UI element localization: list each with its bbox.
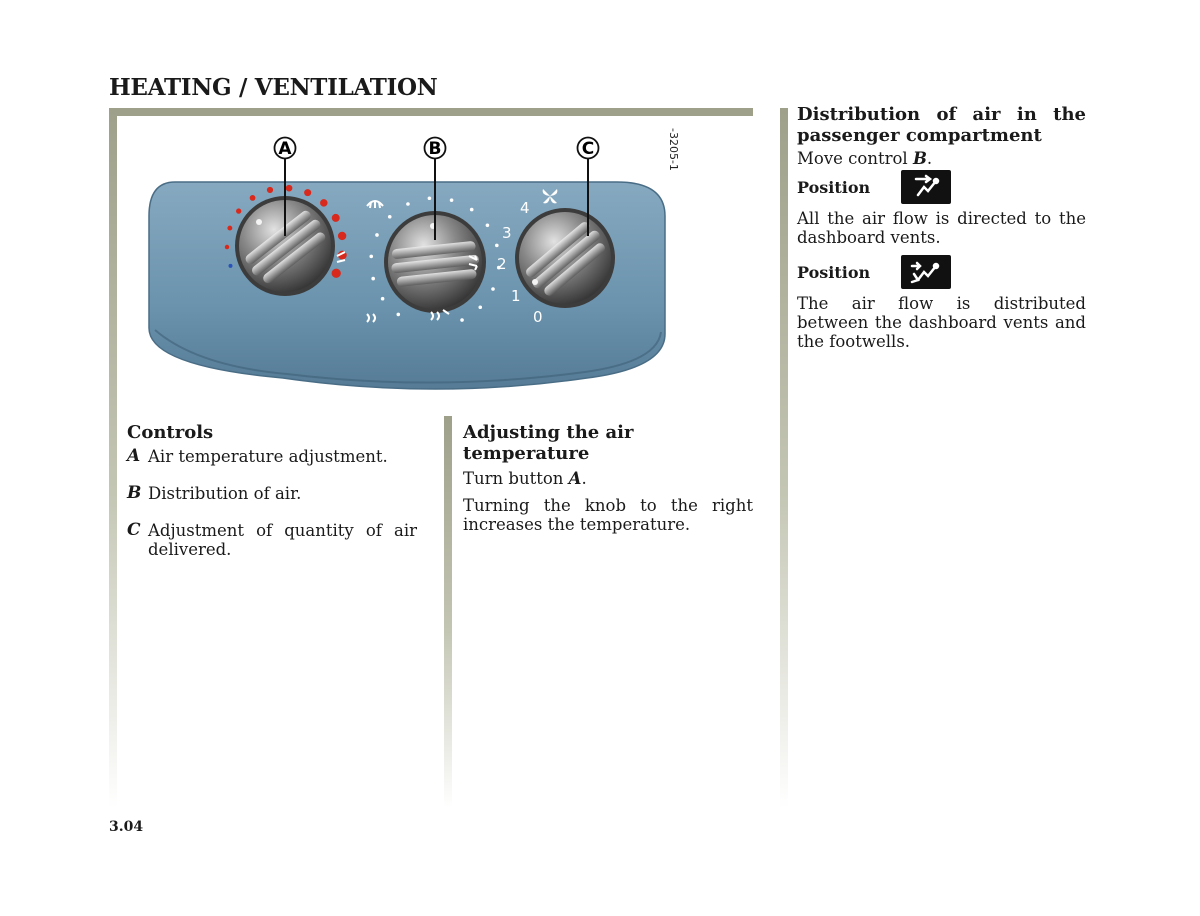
control-item-c bbox=[127, 521, 417, 559]
control-panel-figure bbox=[117, 116, 753, 402]
temperature-section bbox=[463, 422, 753, 534]
temperature-description: Turning the knob to the right increases the temperature. bbox=[463, 496, 753, 534]
control-panel-illustration bbox=[117, 116, 753, 402]
distribution-scale-dot bbox=[381, 297, 385, 301]
temperature-scale-dot bbox=[332, 269, 341, 278]
temperature-heading: Adjusting the air temperature bbox=[463, 422, 634, 464]
control-text: Distribution of air. bbox=[148, 484, 302, 503]
page-number: 3.04 bbox=[109, 819, 144, 835]
knob-c bbox=[515, 208, 615, 308]
temperature-scale-dot bbox=[332, 214, 340, 222]
temperature-scale-dot bbox=[250, 195, 256, 201]
distribution-scale-dot bbox=[470, 208, 474, 212]
callout-b: B bbox=[428, 139, 442, 159]
position-row-1 bbox=[797, 170, 1086, 204]
fan-speed-0: 0 bbox=[533, 308, 543, 326]
distribution-section bbox=[797, 104, 1086, 351]
figure-top-bar bbox=[109, 108, 753, 116]
distribution-scale-dot bbox=[428, 196, 432, 200]
callout-a: A bbox=[278, 139, 292, 159]
temperature-scale-dot bbox=[228, 264, 232, 268]
distribution-scale-dot bbox=[495, 244, 499, 248]
control-text: Adjustment of quantity of air delivered. bbox=[148, 521, 417, 559]
right-column-bar bbox=[780, 108, 788, 808]
position-1-text: All the air flow is directed to the dashboard vents. bbox=[797, 209, 1086, 247]
distribution-instruction bbox=[797, 149, 1086, 168]
temperature-scale-dot bbox=[267, 187, 273, 193]
fan-speed-2: 2 bbox=[497, 255, 507, 273]
control-item-b bbox=[127, 484, 417, 503]
temperature-scale-dot bbox=[225, 245, 229, 249]
callout-c: C bbox=[581, 139, 595, 159]
fan-speed-4: 4 bbox=[520, 199, 530, 217]
distribution-scale-dot bbox=[375, 233, 379, 237]
distribution-scale-dot bbox=[491, 287, 495, 291]
control-key: B bbox=[127, 483, 142, 503]
figure-ref-code: -3205-1 bbox=[667, 128, 680, 171]
page-title: HEATING / VENTILATION bbox=[109, 74, 438, 101]
control-text: Air temperature adjustment. bbox=[148, 447, 388, 466]
position-label: Position bbox=[797, 177, 871, 197]
vents-and-footwells-icon bbox=[901, 255, 951, 289]
temperature-instruction bbox=[463, 469, 753, 488]
controls-heading: Controls bbox=[127, 422, 214, 443]
distribution-scale-dot bbox=[396, 313, 400, 317]
distribution-scale-dot bbox=[486, 223, 490, 227]
distribution-scale-dot bbox=[460, 318, 464, 322]
distribution-heading bbox=[797, 104, 1086, 146]
controls-section bbox=[127, 422, 417, 559]
distribution-scale-dot bbox=[369, 255, 373, 259]
position-2-text: The air flow is distributed between the dashboard vents and the footwells. bbox=[797, 294, 1086, 351]
instruction-key: A bbox=[568, 469, 582, 488]
distribution-scale-dot bbox=[371, 277, 375, 281]
control-key: A bbox=[127, 446, 141, 466]
temperature-scale-dot bbox=[320, 199, 328, 207]
temperature-scale-dot bbox=[338, 232, 346, 240]
instruction-text: Turn button bbox=[463, 469, 569, 488]
fan-speed-1: 1 bbox=[511, 287, 521, 305]
fan-speed-3: 3 bbox=[502, 224, 512, 242]
instruction-text: Move control bbox=[797, 149, 913, 168]
middle-column-bar bbox=[444, 416, 452, 808]
distribution-scale-dot bbox=[478, 305, 482, 309]
control-item-a bbox=[127, 447, 417, 466]
position-row-2 bbox=[797, 255, 1086, 289]
control-key: C bbox=[127, 520, 141, 540]
temperature-scale-dot bbox=[304, 189, 311, 196]
left-column-bar bbox=[109, 108, 117, 808]
temperature-scale-dot bbox=[286, 185, 293, 192]
dashboard-vents-icon bbox=[901, 170, 951, 204]
instruction-key: B bbox=[912, 149, 927, 168]
instruction-end: . bbox=[926, 149, 933, 168]
distribution-scale-dot bbox=[450, 198, 454, 202]
temperature-scale-dot bbox=[227, 226, 232, 231]
position-label: Position bbox=[797, 262, 871, 282]
distribution-heading-text: Distribution of air in the passenger compartment bbox=[797, 104, 1086, 146]
temperature-scale-dot bbox=[236, 208, 241, 213]
distribution-scale-dot bbox=[406, 202, 410, 206]
distribution-scale-dot bbox=[388, 215, 392, 219]
instruction-end: . bbox=[581, 469, 587, 488]
